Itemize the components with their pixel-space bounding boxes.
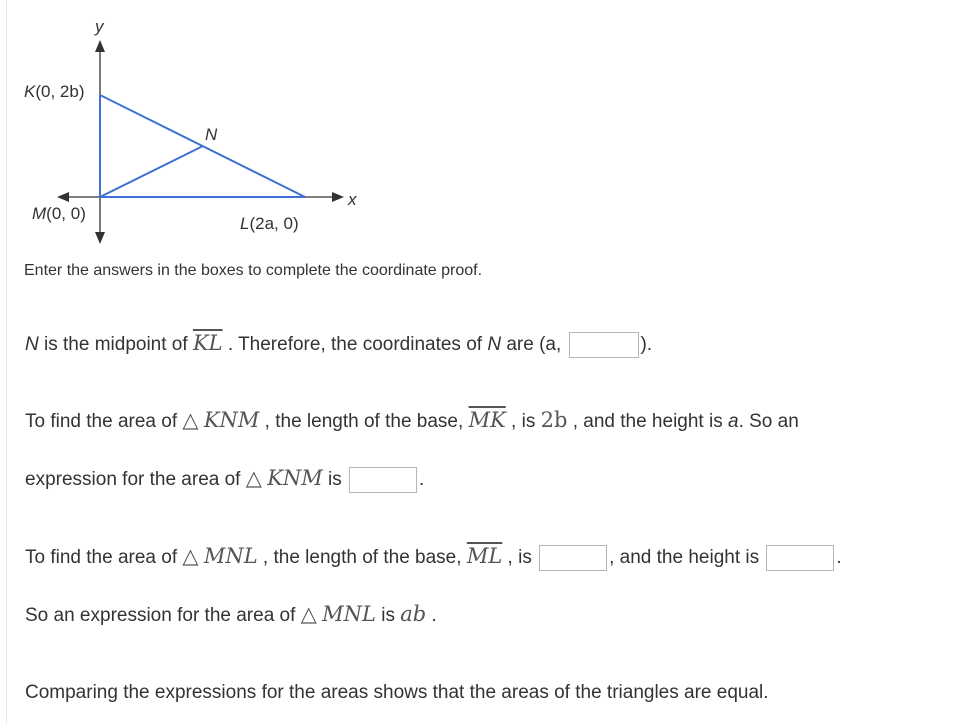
text: , and the height is bbox=[609, 547, 765, 568]
text: , is bbox=[502, 547, 538, 568]
segment-MK: $\overline{MK}$ bbox=[468, 408, 506, 432]
triangle-symbol: △ bbox=[182, 544, 199, 568]
triangle-symbol: △ bbox=[300, 602, 317, 626]
text: , the length of the base, bbox=[257, 547, 467, 568]
x-axis-label: x bbox=[348, 190, 357, 209]
y-axis-down-arrow bbox=[95, 232, 105, 244]
text: , the length of the base, bbox=[259, 411, 469, 432]
point-N-label: N bbox=[205, 125, 218, 144]
point-K-coords: (0, 2b) bbox=[35, 82, 85, 101]
point-M-name: M bbox=[32, 204, 47, 223]
point-L-name: L bbox=[240, 214, 250, 233]
triangle-MNL: MNL bbox=[322, 602, 376, 626]
conclusion: Comparing the expressions for the areas shows that the areas of the triangles are equal. bbox=[25, 682, 769, 703]
text: is the midpoint of bbox=[38, 334, 193, 355]
point-L-label bbox=[240, 214, 299, 233]
text: . bbox=[419, 469, 425, 490]
base-value: 2b bbox=[540, 408, 568, 432]
x-axis-left-arrow bbox=[57, 192, 69, 202]
point-K-label bbox=[24, 82, 84, 101]
area-MNL-statement bbox=[25, 544, 842, 571]
segment-MN bbox=[100, 146, 203, 197]
coordinate-diagram bbox=[0, 0, 360, 250]
triangle-symbol: △ bbox=[245, 466, 262, 490]
text: is bbox=[322, 469, 348, 490]
text: . Therefore, the coordinates of bbox=[222, 334, 488, 355]
answer-box-N-y-coordinate[interactable] bbox=[569, 332, 639, 358]
triangle-KNM: KNM bbox=[203, 408, 260, 432]
area-KNM-statement bbox=[25, 408, 799, 433]
text: . bbox=[836, 547, 842, 568]
point-N-ref: N bbox=[487, 334, 502, 355]
triangle-KNM: KNM bbox=[267, 466, 323, 490]
text: expression for the area of bbox=[25, 469, 246, 490]
text: , is bbox=[505, 411, 541, 432]
text: To find the area of bbox=[25, 411, 183, 432]
instructions: Enter the answers in the boxes to complete the coordinate proof. bbox=[24, 262, 483, 279]
text: are (a, bbox=[501, 334, 567, 355]
text: . So an bbox=[738, 411, 799, 432]
segment-KL: $\overline{KL}$ bbox=[192, 331, 223, 355]
point-M-label bbox=[32, 204, 86, 223]
answer-box-base-ML[interactable] bbox=[539, 545, 607, 571]
area-MNL-expression bbox=[25, 602, 437, 627]
y-axis-label: y bbox=[95, 17, 104, 36]
height-value: a bbox=[727, 411, 739, 432]
midpoint-statement bbox=[25, 331, 652, 358]
text: So an expression for the area of bbox=[25, 605, 301, 626]
text: ). bbox=[640, 334, 653, 355]
triangle-symbol: △ bbox=[182, 408, 199, 432]
point-N-ref: N bbox=[25, 334, 39, 355]
segment-ML: $\overline{ML}$ bbox=[466, 544, 503, 568]
answer-box-area-KNM[interactable] bbox=[349, 467, 417, 493]
area-value: ab bbox=[400, 602, 427, 626]
triangle-MNL: MNL bbox=[203, 544, 258, 568]
text: To find the area of bbox=[25, 547, 183, 568]
answer-box-height-MNL[interactable] bbox=[766, 545, 834, 571]
area-KNM-expression bbox=[25, 466, 424, 493]
text: . bbox=[426, 605, 437, 626]
text: , and the height is bbox=[567, 411, 728, 432]
text: is bbox=[375, 605, 401, 626]
y-axis-up-arrow bbox=[95, 40, 105, 52]
point-M-coords: (0, 0) bbox=[46, 204, 86, 223]
x-axis-right-arrow bbox=[332, 192, 344, 202]
point-L-coords: (2a, 0) bbox=[249, 214, 299, 233]
point-K-name: K bbox=[24, 82, 36, 101]
